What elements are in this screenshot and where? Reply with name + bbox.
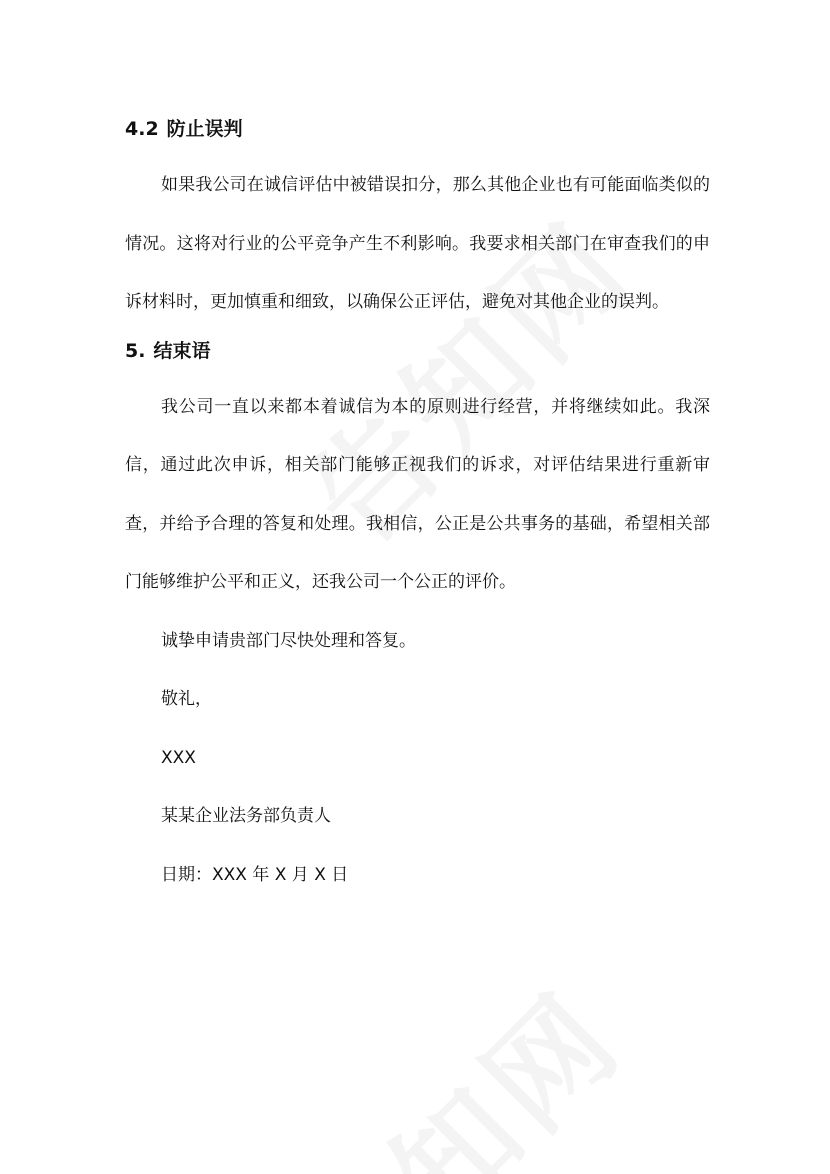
closing-request: 诚挚申请贵部门尽快处理和答复。	[161, 630, 416, 651]
section-number: 5.	[125, 339, 146, 362]
section-paragraph-4-2: 如果我公司在诚信评估中被错误扣分，那么其他企业也有可能面临类似的情况。这将对行业的公平竞争产生不利影响。我要求相关部门在审查我们的申诉材料时，更加慎重和细致，以确保公正评估，避免对其他企业的误判。	[125, 175, 710, 312]
section-title: 防止误判	[166, 118, 243, 140]
closing-salutation: 敬礼，	[161, 689, 212, 709]
watermark	[256, 947, 653, 1174]
section-paragraph-5: 我公司一直以来都本着诚信为本的原则进行经营，并将继续如此。我深信，通过此次申诉，相关部门能够正视我们的诉求，对评估结果进行重新审查，并给予合理的答复和处理。我相信，公正是公共事务的基础，希望相关部门能够维护公平和正义，还我公司一个公正的评价。	[125, 396, 710, 592]
signature-date: 日期：XXX 年 X 月 X 日	[161, 864, 349, 885]
section-number: 4.2	[125, 118, 159, 140]
signer-name: XXX	[161, 747, 196, 768]
section-title: 结束语	[153, 339, 211, 362]
section-heading-5	[125, 334, 710, 368]
document-body	[125, 112, 710, 904]
signer-position: 某某企业法务部负责人	[161, 806, 331, 826]
section-heading-4-2	[125, 112, 710, 146]
